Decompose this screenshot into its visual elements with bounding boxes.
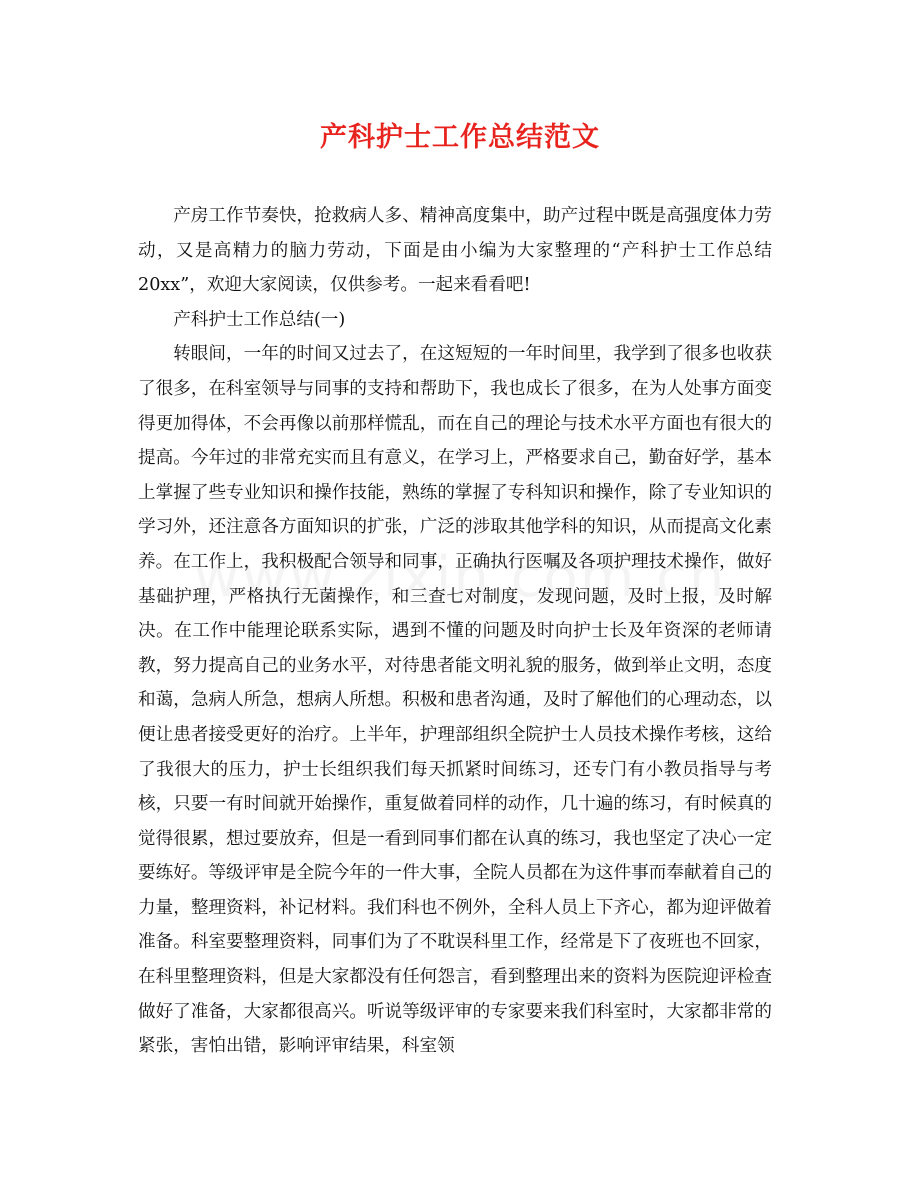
document-body [138, 199, 772, 1064]
document-title: 产科护士工作总结范文 [320, 122, 600, 153]
section-heading: 产科护士工作总结(一) [173, 309, 346, 330]
body-paragraph: 转眼间，一年的时间又过去了，在这短短的一年时间里，我学到了很多也收获了很多，在科室领导与同事的支持和帮助下，我也成长了很多，在为人处事方面变得更加得体，不会再像以前那样慌乱，而在自己的理论与技术水平方面也有很大的提高。今年过的非常充实而且有意义，在学习上，严格要求自己，勤奋好学，基本上掌握了些专业知识和操作技能，熟练的掌握了专科知识和操作，除了专业知识的学习外，还注意各方面知识的扩张，广泛的涉取其他学科的知识，从而提高文化素养。在工作上，我积极配合领导和同事，正确执行医嘱及各项护理技术操作，做好基础护理，严格执行无菌操作，和三查七对制度，发现问题，及时上报，及时解决。在工作中能理论联系实际，遇到不懂的问题及时向护士长及年资深的老师请教，努力提高自己的业务水平，对待患者能文明礼貌的服务，做到举止文明，态度和蔼，急病人所急，想病人所想。积极和患者沟通，及时了解他们的心理动态，以便让患者接受更好的治疗。上半年，护理部组织全院护士人员技术操作考核，这给了我很大的压力，护士长组织我们每天抓紧时间练习，还专门有小教员指导与考核，只要一有时间就开始操作，重复做着同样的动作，几十遍的练习，有时候真的觉得很累，想过要放弃，但是一看到同事们都在认真的练习，我也坚定了决心一定要练好。等级评审是全院今年的一件大事，全院人员都在为这件事而奉献着自己的力量，整理资料，补记材料。我们科也不例外，全科人员上下齐心，都为迎评做着准备。科室要整理资料，同事们为了不耽误科里工作，经常是下了夜班也不回家，在科里整理资料，但是大家都没有任何怨言，看到整理出来的资料为医院迎评检查做好了准备，大家都很高兴。听说等级评审的专家要来我们科室时，大家都非常的紧张，害怕出错，影响评审结果，科室领 [138, 344, 772, 1057]
intro-paragraph: 产房工作节奏快，抢救病人多、精神高度集中，助产过程中既是高强度体力劳动，又是高精力的脑力劳动，下面是由小编为大家整理的“产科护士工作总结20xx”，欢迎大家阅读，仅供参考。一起来看看吧! [138, 206, 772, 296]
